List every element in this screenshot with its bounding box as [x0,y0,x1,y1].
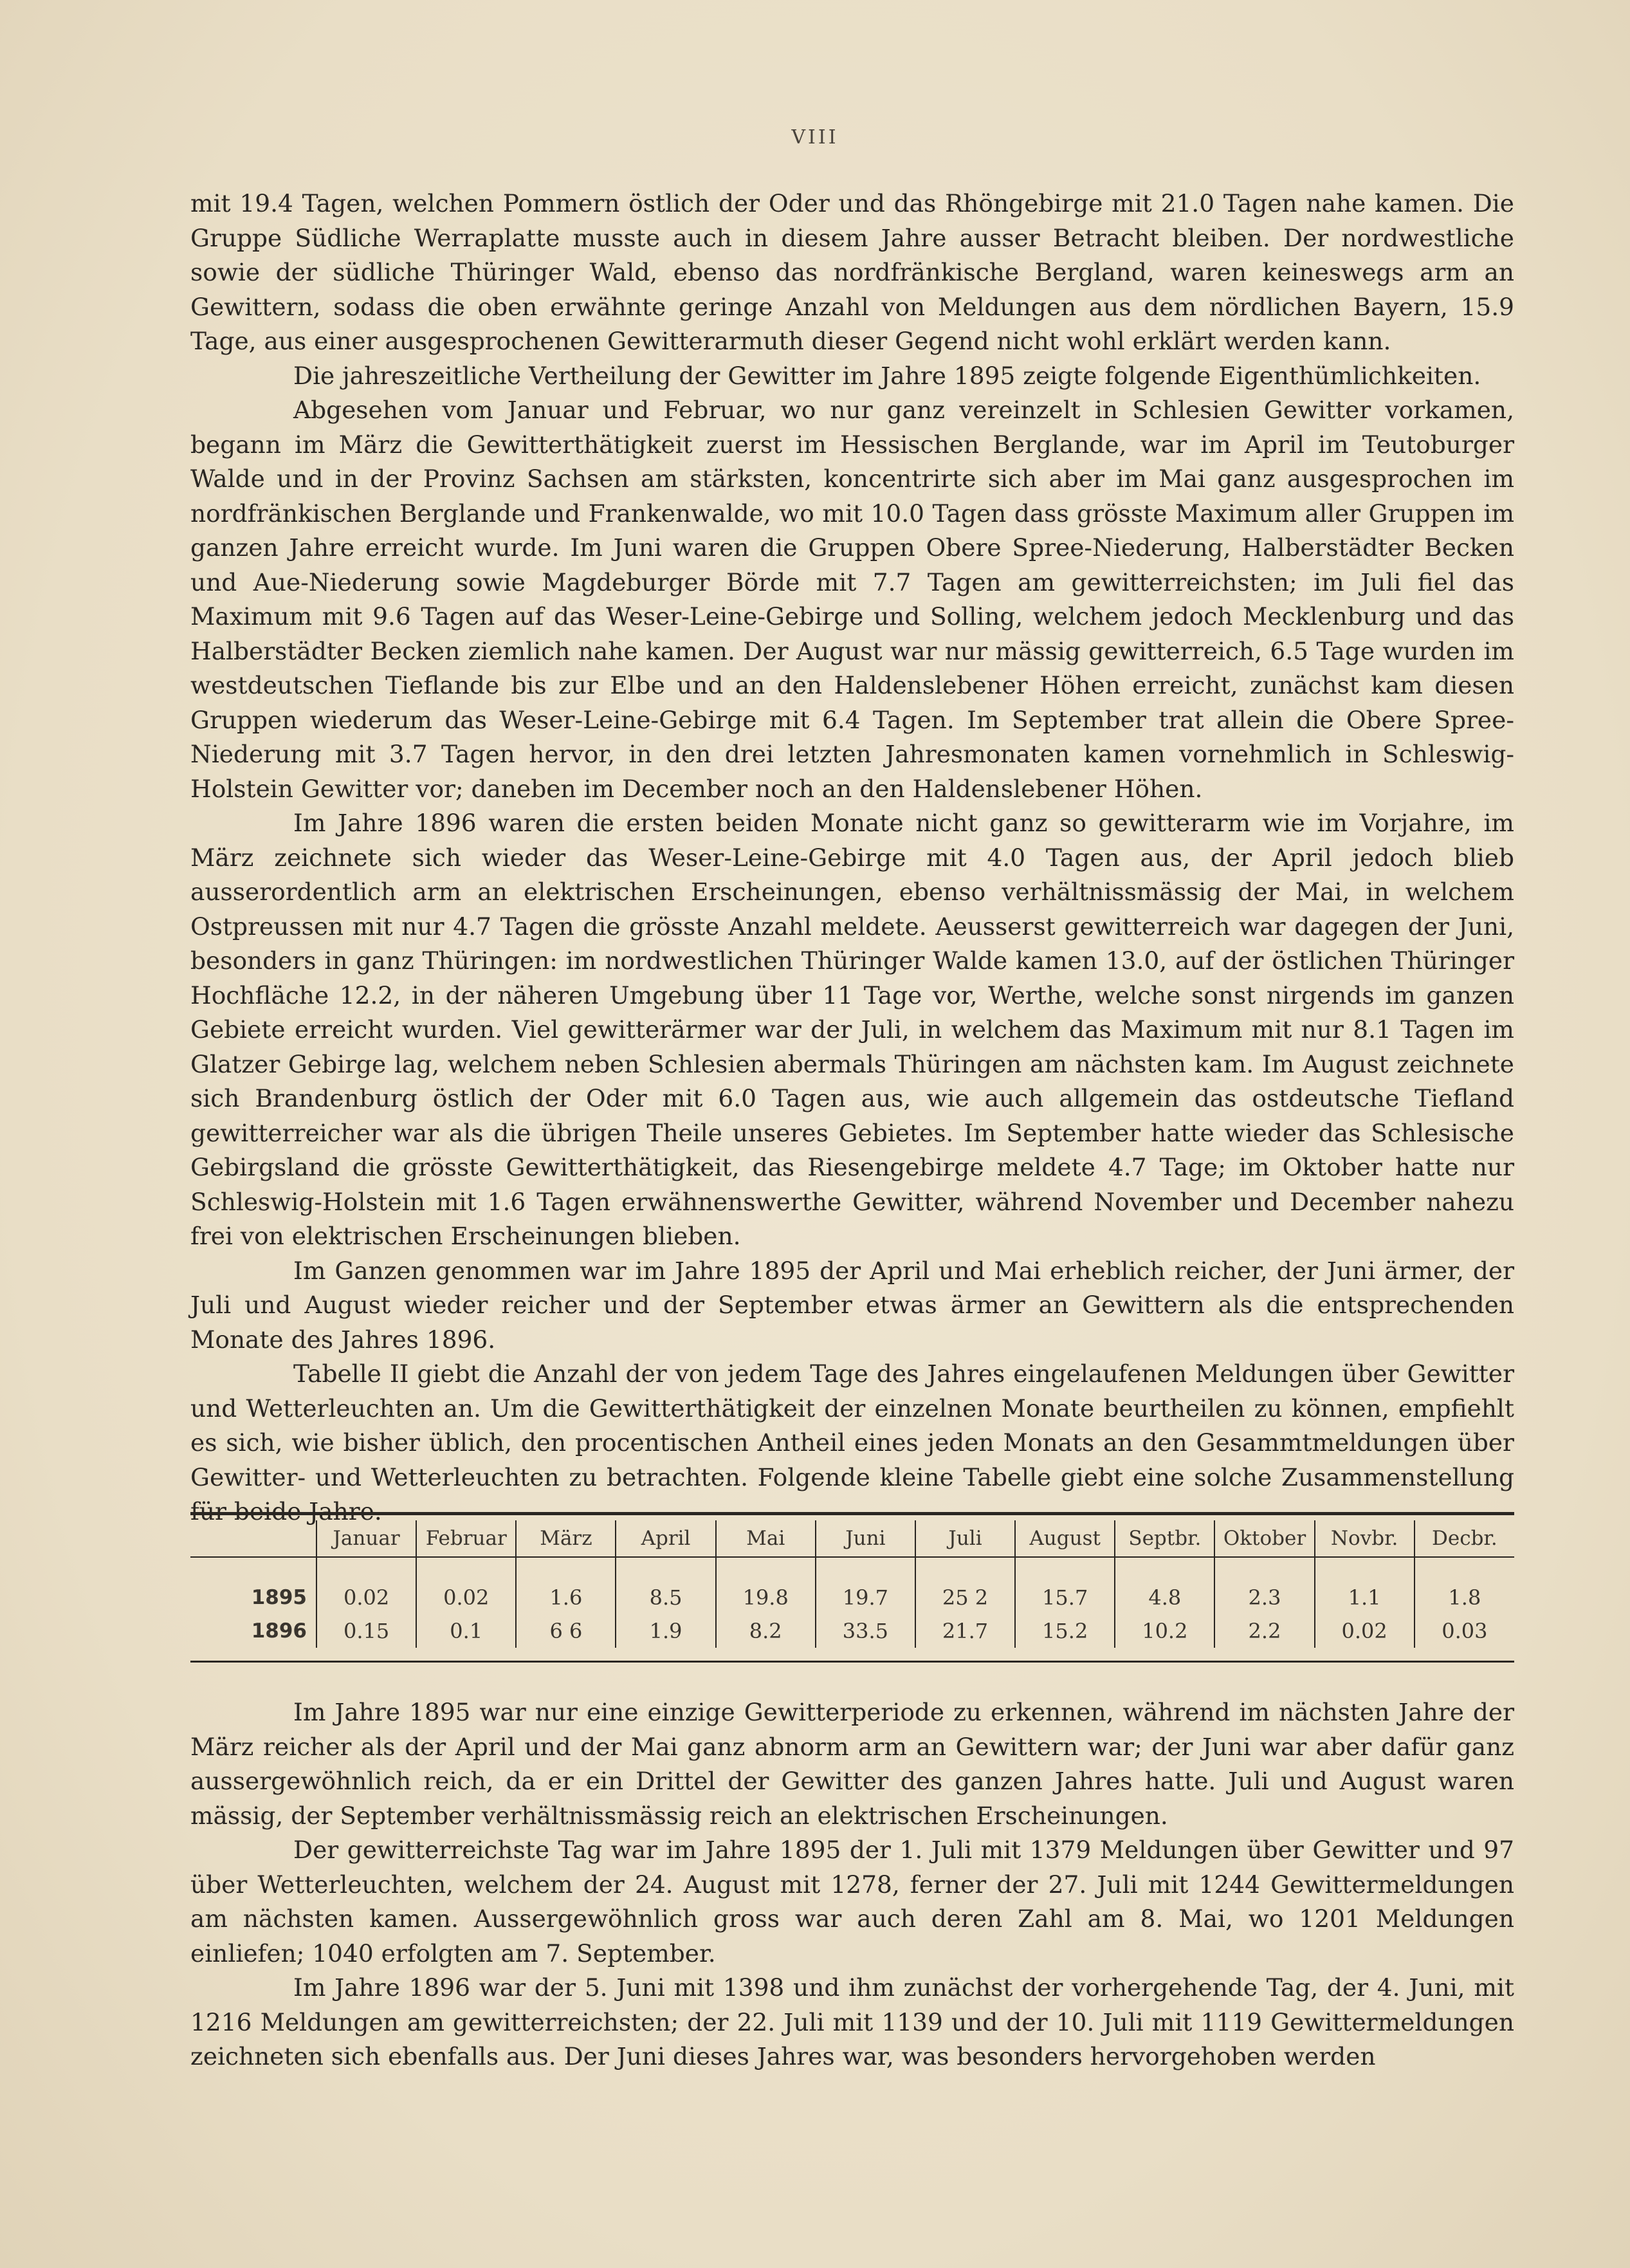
table-cell: 15.2 [1015,1614,1115,1648]
table-cell: 4.8 [1115,1557,1214,1614]
column-header: März [516,1520,616,1557]
table-cell: 25 2 [915,1557,1015,1614]
column-header: April [616,1520,715,1557]
data-table [190,1520,1514,1648]
table-cell: 0.03 [1415,1614,1514,1648]
year-column-header [190,1520,316,1557]
column-header: August [1015,1520,1115,1557]
paragraph: Tabelle II giebt die Anzahl der von jedem Tage des Jahres eingelaufenen Meldungen über Gewitter und Wetterleuchten an. Um die Gewitterthätigkeit der einzelnen Monate beurtheilen zu können, empfiehlt es sich, wie bisher üblich, den procentischen Antheil eines jeden Monats an den Gesammtmeldungen über Gewitter- und Wetterleuchten zu betrachten. Folgende kleine Tabelle giebt eine solche Zusammenstellung für beide Jahre. [190,1360,1514,1526]
table-cell: 33.5 [816,1614,915,1648]
table-cell: 19.8 [716,1557,816,1614]
table-cell: 0.02 [1315,1614,1415,1648]
column-header: Septbr. [1115,1520,1214,1557]
table-cell: 1.6 [516,1557,616,1614]
table-cell: 0.02 [316,1557,416,1614]
page-number: VIII [791,126,839,149]
table-cell: 0.02 [416,1557,516,1614]
body-text-bottom [190,1695,1514,2074]
table-cell: 1.9 [616,1614,715,1648]
column-header: Oktober [1214,1520,1314,1557]
row-year: 1896 [251,1619,307,1643]
paragraph: Die jahreszeitliche Vertheilung der Gewitter im Jahre 1895 zeigte folgende Eigenthümlichkeiten. [293,361,1481,390]
table-top-rule [190,1512,1514,1515]
table-cell: 8.2 [716,1614,816,1648]
body-text-top [190,187,1514,1529]
table-cell: 15.7 [1015,1557,1115,1614]
paragraph: Im Jahre 1895 war nur eine einzige Gewitterperiode zu erkennen, während im nächsten Jahre der März reicher als der April und der Mai ganz abnorm arm an Gewittern war; der Juni war aber dafür ganz aussergewöhnlich reich, da er ein Drittel der Gewitter des ganzen Jahres hatte. Juli und August waren mässig, der September verhältnissmässig reich an elektrischen Erscheinungen. [190,1698,1514,1830]
paragraph: Abgesehen vom Januar und Februar, wo nur ganz vereinzelt in Schlesien Gewitter vorkamen, begann im März die Gewitterthätigkeit zuerst im Hessischen Berglande, war im April im Teutoburger Walde und in der Provinz Sachsen am stärksten, koncentrirte sich aber im Mai ganz ausgesprochen im nordfränkischen Berglande und Frankenwalde, wo mit 10.0 Tagen dass grösste Maximum aller Gruppen im ganzen Jahre erreicht wurde. Im Juni waren die Gruppen Obere Spree-Niederung, Halberstädter Becken und Aue-Niederung sowie Magdeburger Börde mit 7.7 Tagen am gewitterreichsten; im Juli fiel das Maximum mit 9.6 Tagen auf das Weser-Leine-Gebirge und Solling, welchem jedoch Mecklenburg und das Halberstädter Becken ziemlich nahe kamen. Der August war nur mässig gewitterreich, 6.5 Tage wurden im westdeutschen Tieflande bis zur Elbe und an den Haldenslebener Höhen erreicht, zunächst kam diesen Gruppen wiederum das Weser-Leine-Gebirge mit 6.4 Tagen. Im September trat allein die Obere Spree-Niederung mit 3.7 Tagen hervor, in den drei letzten Jahresmonaten kamen vornehmlich in Schleswig-Holstein Gewitter vor; daneben im December noch an den Haldenslebener Höhen. [190,396,1514,803]
column-header: Juni [816,1520,915,1557]
paragraph: Im Ganzen genommen war im Jahre 1895 der April und Mai erheblich reicher, der Juni ärmer, der Juli und August wieder reicher und der September etwas ärmer an Gewittern als die entsprechenden Monate des Jahres 1896. [190,1256,1514,1354]
table-cell: 19.7 [816,1557,915,1614]
table-cell: 8.5 [616,1557,715,1614]
paragraph: mit 19.4 Tagen, welchen Pommern östlich der Oder und das Rhöngebirge mit 21.0 Tagen nahe kamen. Die Gruppe Südliche Werraplatte musste auch in diesem Jahre ausser Betracht bleiben. Der nordwestliche sowie der südliche Thüringer Wald, ebenso das nordfränkische Bergland, waren keineswegs arm an Gewittern, sodass die oben erwähnte geringe Anzahl von Meldungen aus dem nördlichen Bayern, 15.9 Tage, aus einer ausgesprochenen Gewitterarmuth dieser Gegend nicht wohl erklärt werden kann. [190,189,1514,355]
table-cell: 10.2 [1115,1614,1214,1648]
column-header: Juli [915,1520,1015,1557]
table-row [190,1614,1514,1648]
table-row [190,1557,1514,1614]
monthly-percentage-table [190,1512,1514,1663]
table-cell: 6 6 [516,1614,616,1648]
table-bottom-rule [190,1661,1514,1663]
paragraph: Im Jahre 1896 war der 5. Juni mit 1398 und ihm zunächst der vorhergehende Tag, der 4. Juni, mit 1216 Meldungen am gewitterreichsten; der 22. Juli mit 1139 und der 10. Juli mit 1119 Gewittermeldungen zeichneten sich ebenfalls aus. Der Juni dieses Jahres war, was besonders hervorgehoben werden [190,1973,1514,2070]
table-cell: 0.1 [416,1614,516,1648]
column-header: Januar [316,1520,416,1557]
table-cell: 2.3 [1214,1557,1314,1614]
paragraph: Im Jahre 1896 waren die ersten beiden Monate nicht ganz so gewitterarm wie im Vorjahre, im März zeichnete sich wieder das Weser-Leine-Gebirge mit 4.0 Tagen aus, der April jedoch blieb ausserordentlich arm an elektrischen Erscheinungen, ebenso verhältnissmässig der Mai, in welchem Ostpreussen mit nur 4.7 Tagen die grösste Anzahl meldete. Aeusserst gewitterreich war dagegen der Juni, besonders in ganz Thüringen: im nordwestlichen Thüringer Walde kamen 13.0, auf der östlichen Thüringer Hochfläche 12.2, in der näheren Umgebung über 11 Tage vor, Werthe, welche sonst nirgends im ganzen Gebiete erreicht wurden. Viel gewitterärmer war der Juli, in welchem das Maximum mit nur 8.1 Tagen im Glatzer Gebirge lag, welchem neben Schlesien abermals Thüringen am nächsten kam. Im August zeichnete sich Brandenburg östlich der Oder mit 6.0 Tagen aus, wie auch allgemein das ostdeutsche Tiefland gewitterreicher war als die übrigen Theile unseres Gebietes. Im September hatte wieder das Schlesische Gebirgsland die grösste Gewitterthätigkeit, das Riesengebirge meldete 4.7 Tage; im Oktober hatte nur Schleswig-Holstein mit 1.6 Tagen erwähnenswerthe Gewitter, während November und December nahezu frei von elektrischen Erscheinungen blieben. [190,809,1514,1250]
row-year: 1895 [251,1586,307,1609]
column-header: Novbr. [1315,1520,1415,1557]
table-cell: 21.7 [915,1614,1015,1648]
table-cell: 1.1 [1315,1557,1415,1614]
table-header-row [190,1520,1514,1557]
column-header: Mai [716,1520,816,1557]
column-header: Decbr. [1415,1520,1514,1557]
paragraph: Der gewitterreichste Tag war im Jahre 1895 der 1. Juli mit 1379 Meldungen über Gewitter und 97 über Wetterleuchten, welchem der 24. August mit 1278, ferner der 27. Juli mit 1244 Gewittermeldungen am nächsten kamen. Aussergewöhnlich gross war auch deren Zahl am 8. Mai, wo 1201 Meldungen einliefen; 1040 erfolgten am 7. September. [190,1836,1514,1968]
column-header: Februar [416,1520,516,1557]
table-cell: 0.15 [316,1614,416,1648]
table-cell: 2.2 [1214,1614,1314,1648]
table-cell: 1.8 [1415,1557,1514,1614]
